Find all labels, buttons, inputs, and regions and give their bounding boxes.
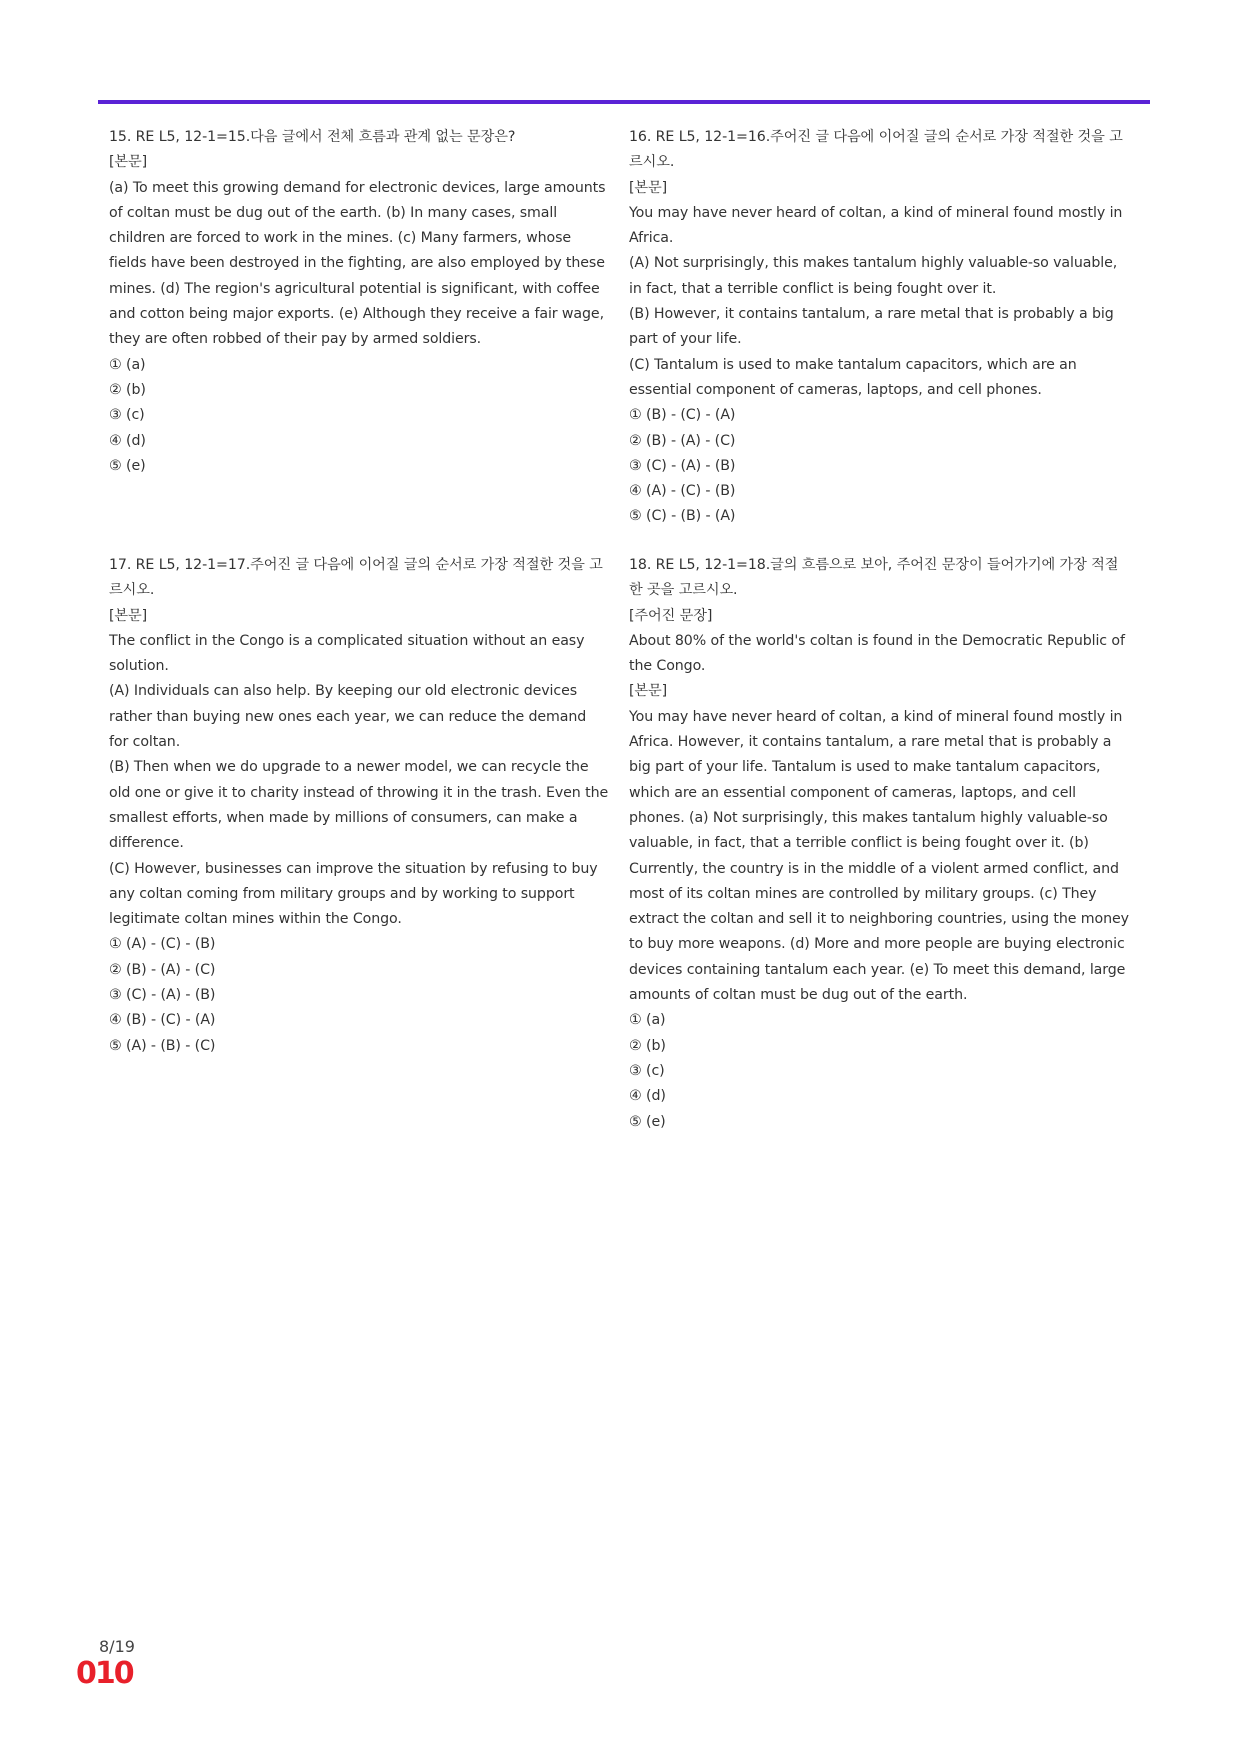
choice-1[interactable]: ① (a): [109, 356, 146, 373]
choice-3[interactable]: ③ (C) - (A) - (B): [109, 987, 216, 1004]
passage-label: [본문]: [109, 154, 148, 171]
paragraph-b: (B) However, it contains tantalum, a rare metal that is probably a big part of your life.: [629, 306, 1114, 348]
choice-1[interactable]: ① (a): [629, 1012, 666, 1029]
page-number: 8/19: [99, 1637, 135, 1656]
answer-choices: [629, 1008, 1129, 1134]
choice-5[interactable]: ⑤ (A) - (B) - (C): [109, 1037, 216, 1054]
choice-3[interactable]: ③ (c): [629, 1062, 665, 1079]
paragraph-c: (C) Tantalum is used to make tantalum capacitors, which are an essential component of cameras, laptops, and cell phones.: [629, 356, 1077, 398]
passage-text: (a) To meet this growing demand for electronic devices, large amounts of coltan must be dug out of the earth. (b) In many cases, small children are forced to work in the mines. (c) Many farmers, whose fields have been destroyed in the fighting, are also employed by these mines. (d) The region's agricultural potential is significant, with coffee and cotton being major exports. (e) Although they receive a fair wage, they are often robbed of their pay by armed soldiers.: [109, 179, 606, 348]
answer-choices: [629, 403, 1129, 529]
passage-label: [본문]: [109, 607, 148, 624]
choice-5[interactable]: ⑤ (e): [109, 457, 146, 474]
choice-2[interactable]: ② (b): [629, 1037, 666, 1054]
given-sentence-label: [주어진 문장]: [629, 607, 713, 624]
choice-4[interactable]: ④ (A) - (C) - (B): [629, 483, 736, 500]
passage-label: [본문]: [629, 179, 668, 196]
given-passage: You may have never heard of coltan, a kind of mineral found mostly in Africa.: [629, 204, 1123, 247]
answer-choices: [109, 932, 609, 1058]
question-title: 18. RE L5, 12-1=18.글의 흐름으로 보아, 주어진 문장이 들어가기에 가장 적절한 곳을 고르시오.: [629, 557, 1119, 599]
passage-label: [본문]: [629, 683, 668, 700]
paragraph-a: (A) Not surprisingly, this makes tantalum highly valuable-so valuable, in fact, that a terrible conflict is being fought over it.: [629, 255, 1118, 297]
question-15: [109, 125, 609, 479]
choice-4[interactable]: ④ (B) - (C) - (A): [109, 1012, 216, 1029]
question-title: 15. RE L5, 12-1=15.다음 글에서 전체 흐름과 관계 없는 문장은?: [109, 129, 516, 145]
question-17: [109, 553, 609, 1059]
choice-3[interactable]: ③ (C) - (A) - (B): [629, 457, 736, 474]
choice-5[interactable]: ⑤ (e): [629, 1113, 666, 1130]
given-passage: The conflict in the Congo is a complicated situation without an easy solution.: [109, 632, 585, 675]
choice-4[interactable]: ④ (d): [629, 1088, 666, 1105]
answer-choices: [109, 353, 609, 479]
choice-3[interactable]: ③ (c): [109, 407, 145, 424]
passage-text: You may have never heard of coltan, a kind of mineral found mostly in Africa. However, it contains tantalum, a rare metal that is probably a big part of your life. Tantalum is used to make tantalum capacitors, which are an essential component of cameras, laptops, and cell phones. (a) Not surprisingly, this makes tantalum highly valuable-so valuable, in fact, that a terrible conflict is being fought over it. (b) Currently, the country is in the middle of a violent armed conflict, and most of its coltan mines are controlled by military groups. (c) They extract the coltan and sell it to neighboring countries, using the money to buy more weapons. (d) More and more people are buying electronic devices containing tantalum each year. (e) To meet this demand, large amounts of coltan must be dug out of the earth.: [629, 708, 1129, 1004]
choice-5[interactable]: ⑤ (C) - (B) - (A): [629, 508, 736, 525]
choice-2[interactable]: ② (b): [109, 381, 146, 398]
paragraph-a: (A) Individuals can also help. By keeping our old electronic devices rather than buying new ones each year, we can reduce the demand for coltan.: [109, 683, 587, 751]
paragraph-b: (B) Then when we do upgrade to a newer model, we can recycle the old one or give it to charity instead of throwing it in the trash. Even the smallest efforts, when made by millions of consumers, can make a difference.: [109, 759, 609, 852]
choice-1[interactable]: ① (A) - (C) - (B): [109, 936, 216, 953]
header-rule: [98, 100, 1150, 104]
question-18: [629, 553, 1129, 1135]
choice-4[interactable]: ④ (d): [109, 432, 146, 449]
given-sentence: About 80% of the world's coltan is found in the Democratic Republic of the Congo.: [629, 632, 1125, 675]
choice-1[interactable]: ① (B) - (C) - (A): [629, 407, 736, 424]
question-title: 16. RE L5, 12-1=16.주어진 글 다음에 이어질 글의 순서로 가장 적절한 것을 고르시오.: [629, 129, 1123, 171]
question-title: 17. RE L5, 12-1=17.주어진 글 다음에 이어질 글의 순서로 가장 적절한 것을 고르시오.: [109, 557, 603, 599]
paragraph-c: (C) However, businesses can improve the situation by refusing to buy any coltan coming from military groups and by working to support legitimate coltan mines within the Congo.: [109, 860, 598, 928]
choice-2[interactable]: ② (B) - (A) - (C): [109, 961, 216, 978]
question-16: [629, 125, 1129, 530]
choice-2[interactable]: ② (B) - (A) - (C): [629, 432, 736, 449]
brand-logo: 010: [76, 1656, 133, 1691]
